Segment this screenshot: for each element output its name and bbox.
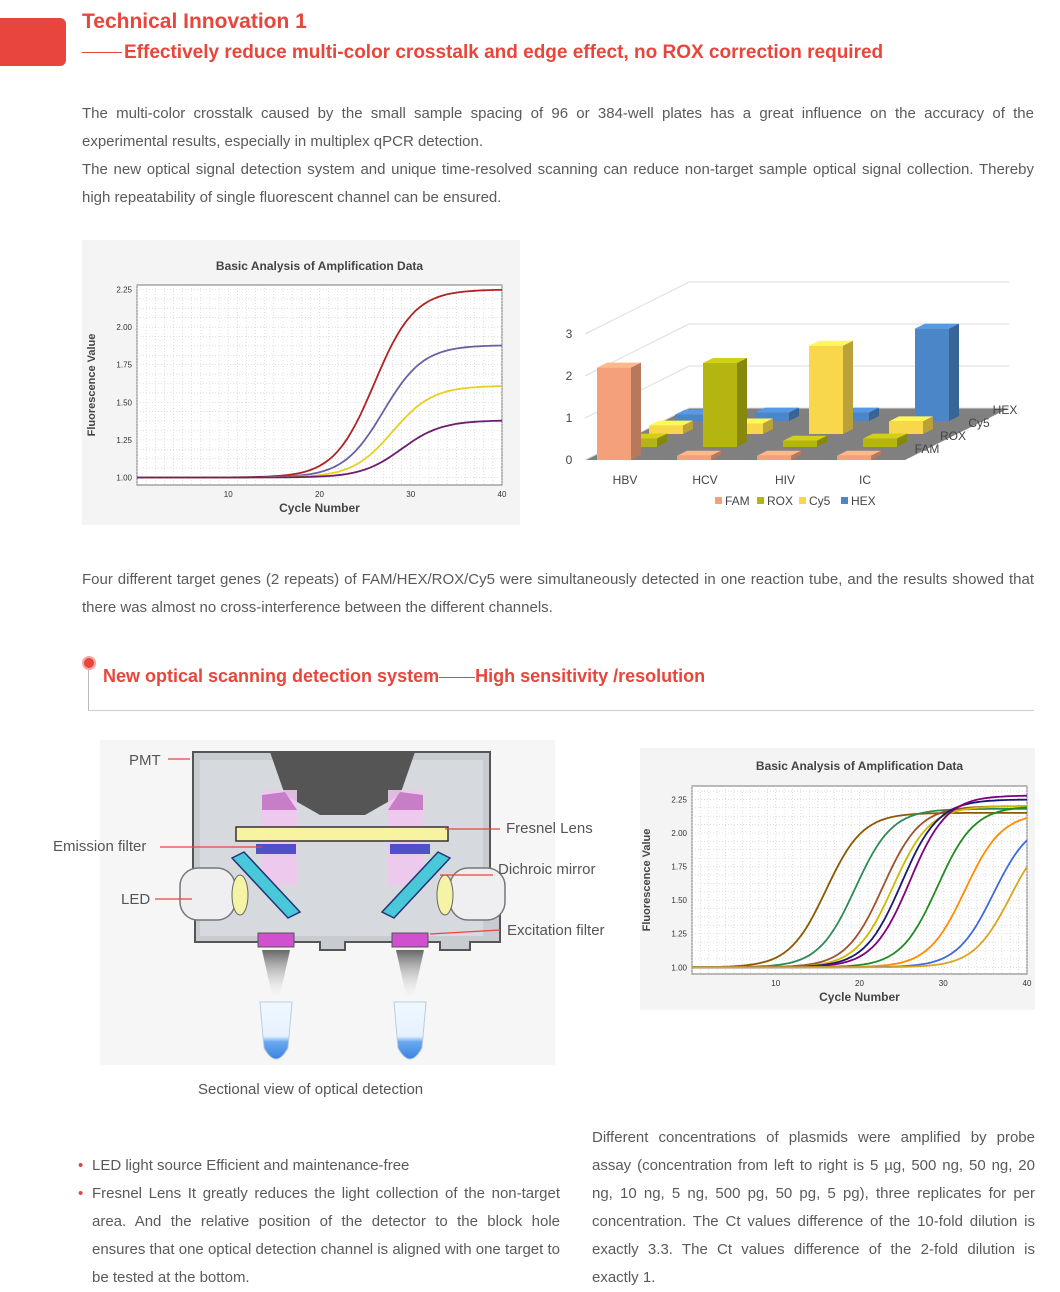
y-tick-label: 2.25: [116, 285, 132, 295]
y-tick-label: 0: [565, 453, 573, 467]
depth-label: ROX: [939, 429, 967, 443]
intro-paragraph-2: The new optical signal detection system and unique time-resolved scanning can reduce non-target sample optical signal collection. Thereby high repeatability of single fluorescent channel can be ensured.: [82, 161, 1034, 206]
bar-side: [949, 324, 959, 421]
legend-label: Cy5: [809, 494, 831, 508]
intro-paragraph-1: The multi-color crosstalk caused by the small sample spacing of 96 or 384-well plates has a great influence on the accuracy of the experimental results, especially in multiplex qPCR detection.: [82, 105, 1034, 150]
depth-label: FAM: [914, 442, 940, 456]
subtitle-dash: [82, 52, 122, 53]
y-tick-label: 2.00: [116, 323, 132, 333]
y-axis-label: Fluorescence Value: [86, 333, 98, 437]
depth-label: Cy5: [968, 416, 990, 430]
chart-title: Basic Analysis of Amplification Data: [215, 259, 424, 273]
side-grid-line: [585, 282, 689, 334]
led-left: [180, 868, 235, 920]
x-tick-label: HCV: [692, 473, 718, 487]
fresnel-lens-label: Fresnel Lens: [506, 820, 593, 837]
y-axis-label: Fluorescence Value: [641, 828, 653, 932]
emission-filter-left: [256, 844, 296, 854]
amplification-chart-2-panel: [640, 748, 1035, 1010]
bar: [863, 439, 897, 447]
bar: [597, 368, 631, 460]
y-tick-label: 3: [565, 327, 573, 341]
x-tick-label: 30: [406, 490, 416, 499]
pmt-label: PMT: [129, 752, 161, 769]
y-tick-label: 1.25: [671, 929, 687, 939]
led-lens-left: [232, 875, 248, 915]
emission-filter-right: [390, 844, 430, 854]
bar-side: [631, 363, 641, 460]
feature-bullet-fresnel: • Fresnel Lens It greatly reduces the light collection of the non-target area. And the relative position of the detector to the block hole ensures that one optical detection channel is aligned with one target to be tested at the bottom.: [80, 1180, 560, 1292]
page-subtitle: [82, 42, 883, 64]
x-axis-label: Cycle Number: [819, 990, 900, 1004]
x-tick-label: 10: [223, 490, 233, 499]
section-title-dash: [439, 677, 475, 678]
feature-bullet-led: • LED light source Efficient and maintenance-free: [80, 1152, 560, 1180]
x-tick-label: IC: [859, 473, 871, 487]
section-bullet-icon: [82, 656, 96, 670]
bar-side: [843, 341, 853, 434]
y-tick-label: 1.50: [671, 896, 687, 906]
dilution-description: Different concentrations of plasmids were amplified by probe assay (concentration from left to right is 5 µg, 500 ng, 50 ng, 20 ng, 10 ng, 5 ng, 500 pg, 50 pg, 5 pg), three replicates for per concentration. The Ct values difference of the 10-fold dilution is exactly 3.3. The Ct values difference of the 2-fold dilution is exactly 1.: [592, 1129, 1035, 1286]
feature-bullet-list: [80, 1152, 560, 1292]
section-vertical-rule: [88, 670, 89, 710]
excitation-filter-label: Excitation filter: [507, 922, 605, 939]
bar: [783, 441, 817, 447]
page-title: Technical Innovation 1: [82, 10, 307, 33]
excitation-filter-right: [392, 933, 428, 947]
y-tick-label: 2: [565, 369, 573, 383]
x-tick-label: 40: [497, 490, 507, 499]
bar: [703, 363, 737, 447]
legend-swatch: [757, 497, 764, 504]
sample-tube-left: [260, 1002, 292, 1059]
section-title: [103, 666, 705, 687]
results-caption: Four different target genes (2 repeats) of FAM/HEX/ROX/Cy5 were simultaneously detected in one reaction tube, and the results showed that there was almost no cross-interference between the different channels.: [82, 571, 1034, 616]
y-tick-label: 2.00: [671, 829, 687, 838]
bar: [915, 329, 949, 421]
x-tick-label: 30: [938, 979, 948, 988]
y-tick-label: 1.75: [671, 862, 687, 872]
x-tick-label: 20: [855, 979, 864, 988]
bar: [889, 421, 923, 434]
led-label: LED: [121, 891, 151, 908]
bar-side: [737, 358, 747, 447]
section-marker-tab: [0, 18, 66, 66]
y-tick-label: 1.50: [116, 398, 132, 408]
emission-filter-label: Emission filter: [53, 838, 147, 855]
x-tick-label: HIV: [774, 473, 796, 487]
crosstalk-bar-chart: [545, 245, 1040, 520]
bar: [809, 346, 843, 434]
section-title-b: High sensitivity /resolution: [475, 666, 706, 686]
amplification-chart-2: [640, 748, 1035, 1010]
y-tick-label: 1.00: [116, 473, 132, 483]
legend-label: ROX: [767, 494, 794, 508]
diagram-caption: Sectional view of optical detection: [198, 1081, 424, 1098]
excitation-filter-left: [258, 933, 294, 947]
led-right: [450, 868, 505, 920]
amplification-chart-1-panel: [82, 240, 520, 525]
x-tick-label: 20: [315, 490, 324, 499]
legend-label: HEX: [851, 494, 876, 508]
fresnel-lens-shape: [236, 827, 448, 841]
bar: [757, 456, 791, 460]
dichroic-mirror-label: Dichroic mirror: [498, 861, 596, 878]
legend-swatch: [841, 497, 848, 504]
section-horizontal-rule: [88, 710, 1034, 711]
y-tick-label: 1.00: [671, 963, 687, 973]
x-tick-label: 10: [771, 979, 781, 988]
y-tick-label: 2.25: [671, 795, 687, 805]
x-tick-label: 40: [1022, 979, 1032, 988]
legend-swatch: [715, 497, 722, 504]
section-title-a: New optical scanning detection system: [103, 666, 440, 686]
y-tick-label: 1.75: [116, 360, 132, 370]
bar: [649, 426, 683, 434]
optical-detection-diagram: [0, 730, 640, 1110]
sample-tube-right: [394, 1002, 426, 1059]
beam-left: [262, 950, 290, 995]
y-tick-label: 1: [565, 411, 573, 425]
y-tick-label: 1.25: [116, 435, 132, 445]
beam-right: [396, 950, 424, 995]
led-lens-right: [437, 875, 453, 915]
x-axis-label: Cycle Number: [279, 501, 360, 515]
legend-swatch: [799, 497, 806, 504]
amplification-chart-1: [82, 240, 520, 525]
depth-label: HEX: [992, 403, 1018, 417]
crosstalk-bar-chart-panel: [545, 245, 1040, 520]
x-tick-label: HBV: [612, 473, 638, 487]
legend-label: FAM: [725, 494, 750, 508]
chart-title: Basic Analysis of Amplification Data: [755, 759, 964, 773]
bar: [837, 456, 871, 460]
bar: [677, 456, 711, 460]
page-subtitle-text: Effectively reduce multi-color crosstalk and edge effect, no ROX correction required: [124, 42, 884, 63]
